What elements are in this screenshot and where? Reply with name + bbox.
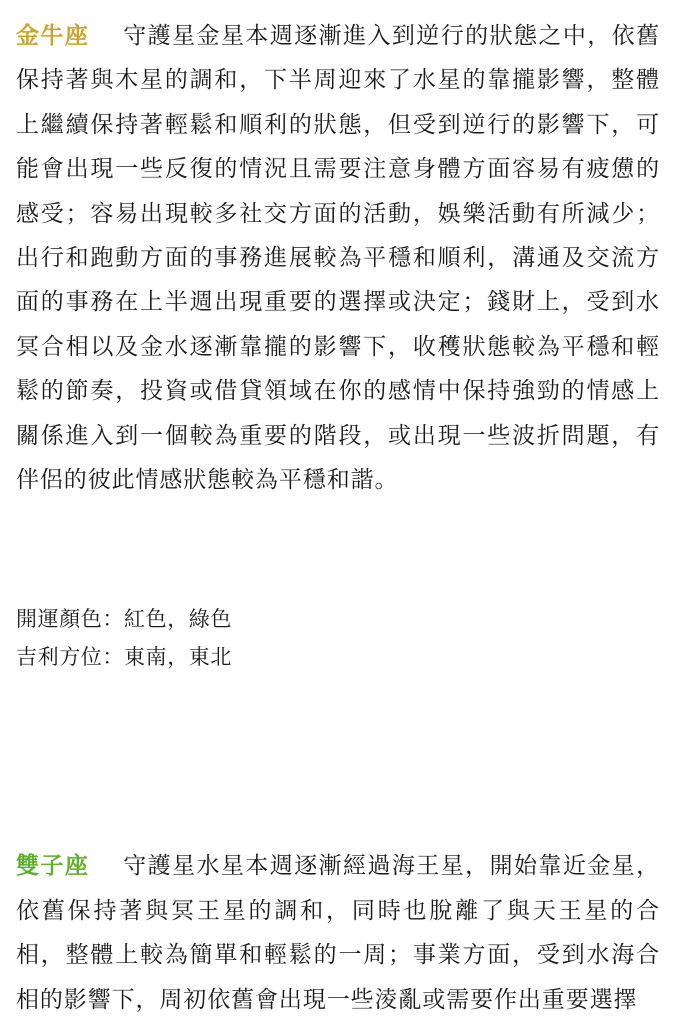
lucky-color-line bbox=[16, 600, 660, 638]
lucky-direction-line bbox=[16, 638, 660, 676]
taurus-paragraph bbox=[16, 14, 660, 502]
lucky-direction-label: 吉利方位： bbox=[16, 645, 124, 670]
gemini-text: 守護星水星本週逐漸經過海王星，開始靠近金星，依舊保持著與冥王星的調和，同時也脫離了與天王星的合相，整體上較為簡單和輕鬆的一周；事業方面，受到水海合相的影響下，周初依舊會出現一些淩亂或需要作出重要選擇 bbox=[16, 853, 660, 1013]
lucky-color-value: 紅色，綠色 bbox=[124, 607, 232, 632]
spacer bbox=[16, 676, 660, 844]
gemini-paragraph bbox=[16, 844, 660, 1022]
lucky-color-label: 開運顏色： bbox=[16, 607, 124, 632]
taurus-lucky-info bbox=[16, 600, 660, 676]
taurus-sign-title: 金牛座 bbox=[16, 23, 90, 49]
lucky-direction-value: 東南，東北 bbox=[124, 645, 232, 670]
gemini-sign-title: 雙子座 bbox=[16, 853, 90, 880]
spacer bbox=[16, 502, 660, 600]
taurus-text: 守護星金星本週逐漸進入到逆行的狀態之中，依舊保持著與木星的調和，下半周迎來了水星的靠攏影響，整體上繼續保持著輕鬆和順利的狀態，但受到逆行的影響下，可能會出現一些反復的情況且需要注意身體方面容易有疲憊的感受；容易出現較多社交方面的活動，娛樂活動有所減少；出行和跑動方面的事務進展較為平穩和順利，溝通及交流方面的事務在上半週出現重要的選擇或決定；錢財上，受到水冥合相以及金水逐漸靠攏的影響下，收穫狀態較為平穩和輕鬆的節奏，投資或借貸領域在你的感情中保持強勁的情感上關係進入到一個較為重要的階段，或出現一些波折問題，有伴侶的彼此情感狀態較為平穩和諧。 bbox=[16, 23, 660, 494]
